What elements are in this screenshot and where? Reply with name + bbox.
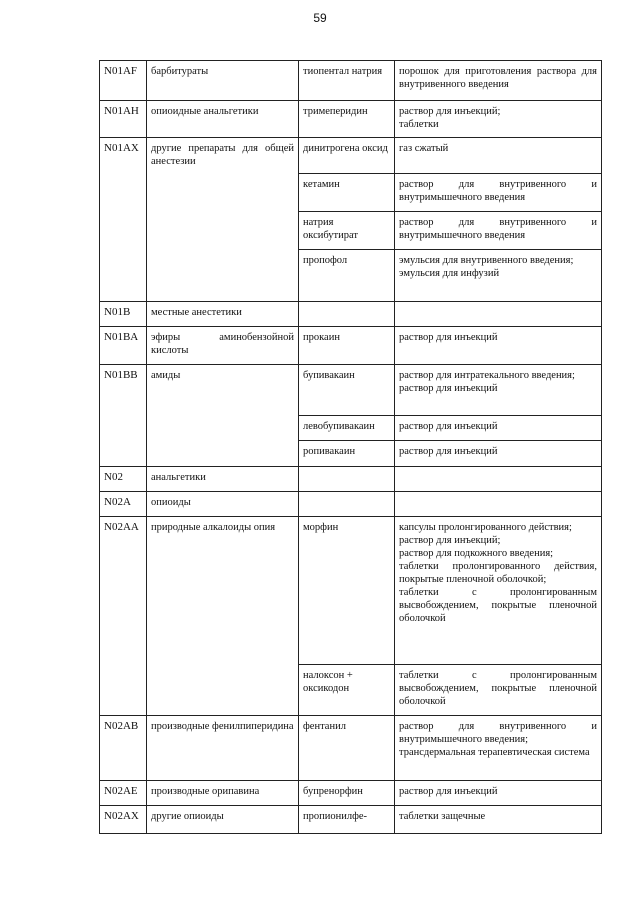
atc-code: N02AA: [100, 517, 147, 716]
atc-group: производные орипавина: [147, 781, 299, 806]
drug-table: [99, 60, 602, 834]
dosage-form: раствор для внутривенного и внутримышечного введения: [395, 212, 602, 250]
atc-group: опиоидные анальгетики: [147, 101, 299, 138]
dosage-form: [395, 101, 602, 138]
dosage-form: [395, 517, 602, 665]
atc-group: опиоиды: [147, 492, 299, 517]
text-line: эмульсия для внутривенного введения;: [399, 255, 574, 266]
text-line: раствор для инъекций: [399, 383, 498, 394]
dosage-form: раствор для инъекций: [395, 441, 602, 467]
dosage-form: [395, 716, 602, 781]
dosage-form: [395, 492, 602, 517]
drug-name: пропионилфе-: [299, 806, 395, 834]
atc-code: N02AB: [100, 716, 147, 781]
dosage-form: [395, 365, 602, 416]
text-line: таблетки с пролонгированным высвобождением, покрытые пленочной оболочкой: [399, 587, 597, 624]
drug-name: кетамин: [299, 174, 395, 212]
atc-code: N01AH: [100, 101, 147, 138]
text-line: раствор для инъекций;: [399, 106, 501, 117]
text-line: раствор для внутривенного и внутримышечного введения;: [399, 721, 597, 745]
text-line: раствор для инъекций;: [399, 535, 501, 546]
drug-name: налоксон + оксикодон: [299, 665, 395, 716]
atc-group: анальгетики: [147, 467, 299, 492]
atc-group: другие препараты для общей анестезии: [147, 138, 299, 302]
table-row: [100, 302, 602, 327]
atc-group: производные фенилпиперидина: [147, 716, 299, 781]
atc-code: N01AF: [100, 61, 147, 101]
table-row: [100, 61, 602, 101]
dosage-form: таблетки с пролонгированным высвобождением, покрытые пленочной оболочкой: [395, 665, 602, 716]
drug-name: тиопентал натрия: [299, 61, 395, 101]
drug-name: динитрогена оксид: [299, 138, 395, 174]
table-row: [100, 467, 602, 492]
atc-code: N02AE: [100, 781, 147, 806]
drug-name: бупивакаин: [299, 365, 395, 416]
table-row: [100, 716, 602, 781]
text-line: таблетки пролонгированного действия, покрытые пленочной оболочкой;: [399, 561, 597, 585]
atc-group: другие опиоиды: [147, 806, 299, 834]
text-line: таблетки: [399, 119, 439, 130]
atc-group: амиды: [147, 365, 299, 467]
atc-code: N02AX: [100, 806, 147, 834]
table-row: [100, 781, 602, 806]
text-line: капсулы пролонгированного действия;: [399, 522, 572, 533]
page-number: 59: [313, 11, 327, 25]
atc-group: эфиры аминобензойной кислоты: [147, 327, 299, 365]
dosage-form: [395, 302, 602, 327]
table-row: [100, 517, 602, 665]
drug-name: [299, 492, 395, 517]
dosage-form: раствор для инъекций: [395, 327, 602, 365]
atc-code: N02A: [100, 492, 147, 517]
drug-name: фентанил: [299, 716, 395, 781]
dosage-form: порошок для приготовления раствора для внутривенного введения: [395, 61, 602, 101]
dosage-form: [395, 250, 602, 302]
atc-group: природные алкалоиды опия: [147, 517, 299, 716]
atc-code: N01BA: [100, 327, 147, 365]
dosage-form: раствор для инъекций: [395, 781, 602, 806]
drug-name: морфин: [299, 517, 395, 665]
drug-name: [299, 302, 395, 327]
text-line: раствор для подкожного введения;: [399, 548, 554, 559]
drug-name: ропивакаин: [299, 441, 395, 467]
atc-group: барбитураты: [147, 61, 299, 101]
drug-name: бупренорфин: [299, 781, 395, 806]
table-row: [100, 365, 602, 416]
dosage-form: газ сжатый: [395, 138, 602, 174]
table-row: [100, 327, 602, 365]
dosage-form: [395, 467, 602, 492]
atc-code: N02: [100, 467, 147, 492]
drug-name: натрия оксибутират: [299, 212, 395, 250]
text-line: эмульсия для инфузий: [399, 268, 500, 279]
drug-name: прокаин: [299, 327, 395, 365]
atc-code: N01AX: [100, 138, 147, 302]
drug-name: тримеперидин: [299, 101, 395, 138]
text-line: раствор для интратекального введения;: [399, 370, 575, 381]
drug-name: [299, 467, 395, 492]
drug-name: пропофол: [299, 250, 395, 302]
drug-name: левобупивакаин: [299, 416, 395, 441]
table-row: [100, 492, 602, 517]
table-row: [100, 806, 602, 834]
text-line: трансдермальная терапевтическая система: [399, 747, 590, 758]
dosage-form: раствор для инъекций: [395, 416, 602, 441]
atc-code: N01BB: [100, 365, 147, 467]
atc-code: N01B: [100, 302, 147, 327]
dosage-form: раствор для внутривенного и внутримышечного введения: [395, 174, 602, 212]
table-row: [100, 101, 602, 138]
table-row: [100, 138, 602, 174]
atc-group: местные анестетики: [147, 302, 299, 327]
dosage-form: таблетки защечные: [395, 806, 602, 834]
